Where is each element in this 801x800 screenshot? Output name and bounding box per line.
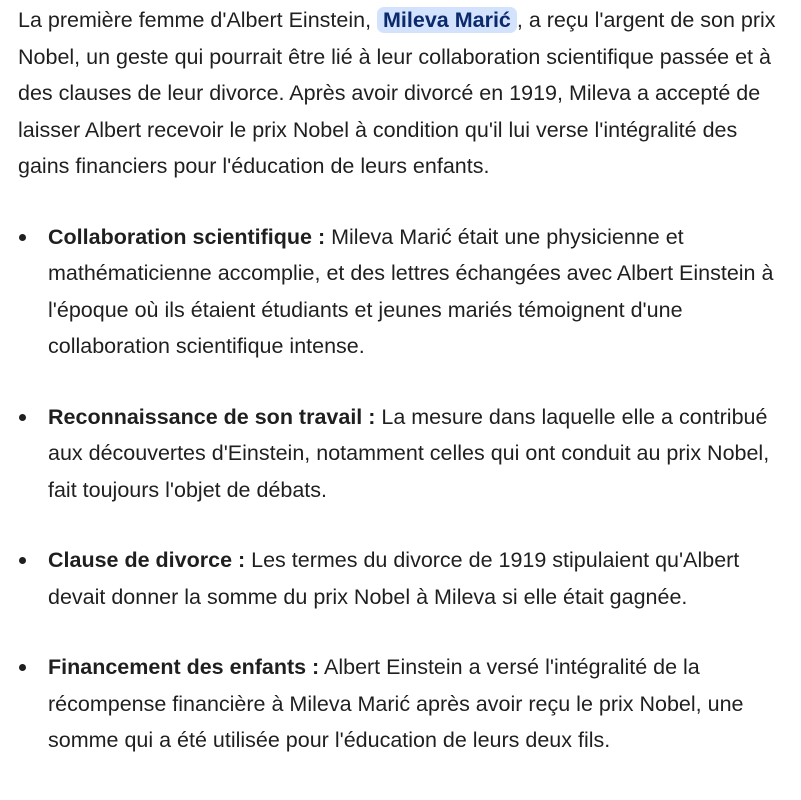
- bullet-dot-icon: [19, 664, 26, 671]
- bullet-list: [18, 219, 787, 759]
- bullet-title: Collaboration scientifique :: [48, 224, 326, 249]
- intro-text-start: La première femme d'Albert Einstein,: [18, 8, 378, 32]
- list-item: [18, 542, 787, 615]
- intro-paragraph: [18, 2, 787, 185]
- list-item: [18, 219, 787, 365]
- bullet-title: Reconnaissance de son travail :: [48, 404, 376, 429]
- bullet-dot-icon: [19, 414, 26, 421]
- bullet-text: Mileva Marić était une physicienne et mathématicienne accomplie, et des lettres échangées avec Albert Einstein à l'époque où ils étaient étudiants et jeunes mariés témoignent d'une collaboration scientifique intense.: [48, 224, 774, 358]
- bullet-dot-icon: [19, 557, 26, 564]
- bullet-text: La mesure dans laquelle elle a contribué aux découvertes d'Einstein, notamment celles qui ont conduit au prix Nobel, fait toujours l'objet de débats.: [48, 404, 770, 502]
- bullet-title: Financement des enfants :: [48, 655, 320, 679]
- intro-text-end: , a reçu l'argent de son prix Nobel, un geste qui pourrait être lié à leur collaboration scientifique passée et à des clauses de leur divorce. Après avoir divorcé en 1919, Mileva a accepté de laisser Albert recevoir le prix Nobel à condition qu'il lui verse l'intégralité des gains financiers pour l'éducation de leurs enfants.: [18, 8, 776, 178]
- bullet-text: Albert Einstein a versé l'intégralité de la récompense financière à Mileva Marić après avoir reçu le prix Nobel, une somme qui a été utilisée pour l'éducation de leurs deux fils.: [48, 655, 744, 752]
- list-item: [18, 649, 787, 759]
- bullet-dot-icon: [19, 234, 26, 241]
- entity-chip-mileva-maric[interactable]: Mileva Marić: [377, 7, 517, 33]
- list-item: [18, 399, 787, 509]
- bullet-text: Les termes du divorce de 1919 stipulaient qu'Albert devait donner la somme du prix Nobel à Mileva si elle était gagnée.: [48, 548, 740, 609]
- bullet-title: Clause de divorce :: [48, 548, 246, 572]
